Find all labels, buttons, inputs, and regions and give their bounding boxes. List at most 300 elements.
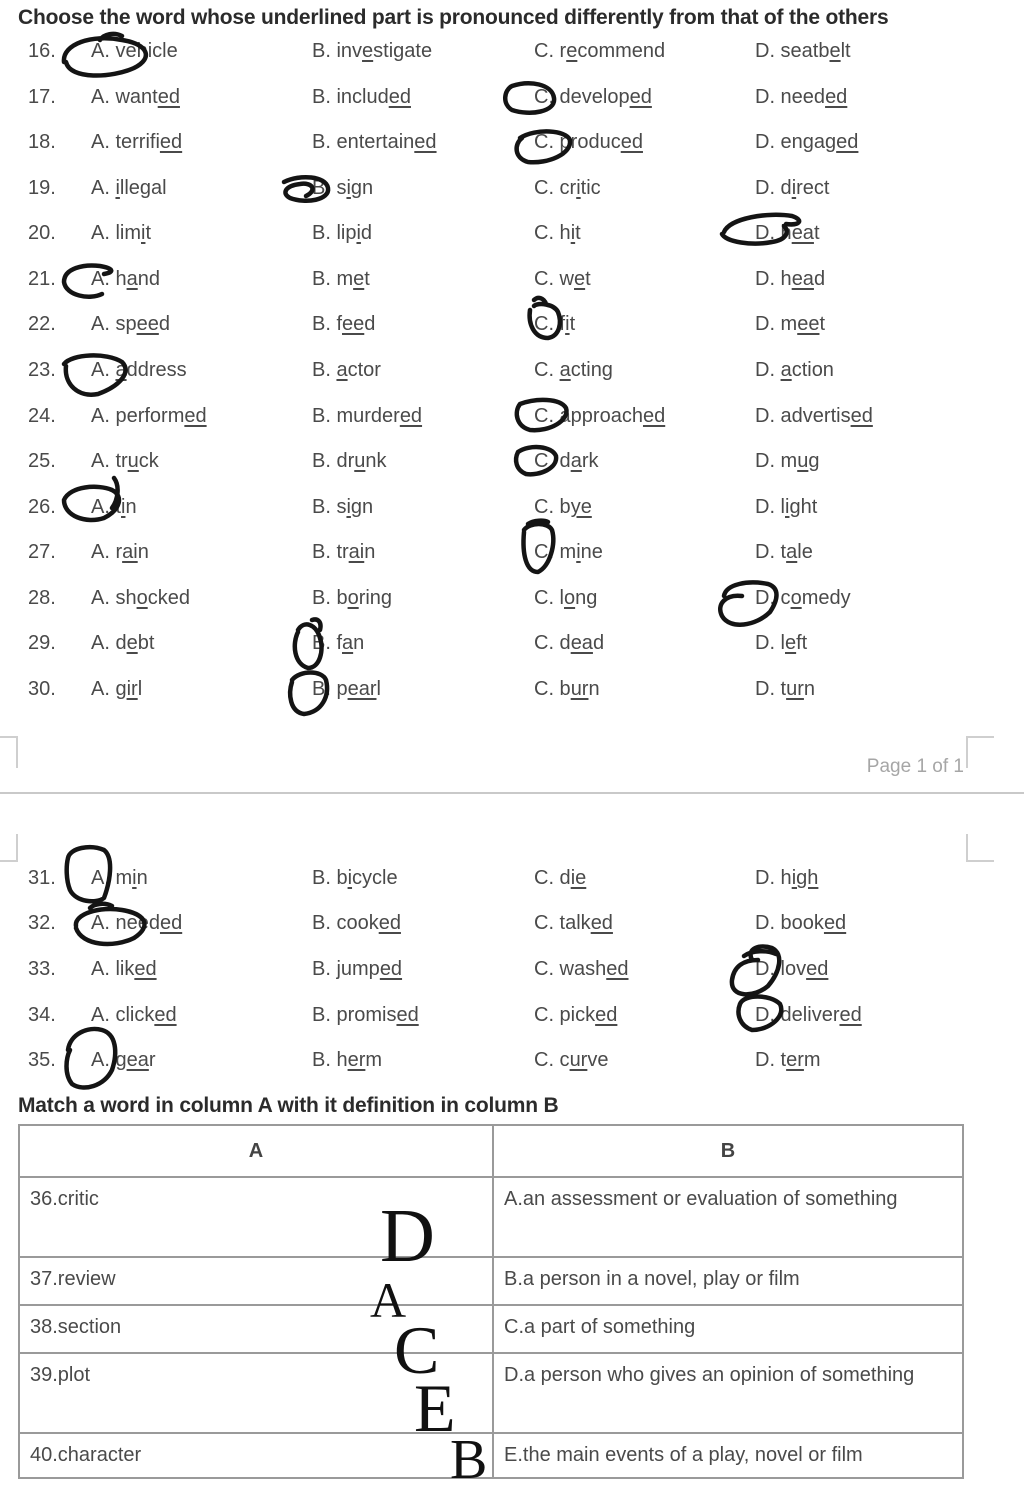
question-number: 19.: [28, 177, 56, 199]
underlined-part: ed: [850, 405, 873, 427]
question-number: 25.: [28, 450, 56, 472]
question-number: 33.: [28, 958, 56, 980]
option-a: [91, 912, 182, 935]
option-text: C. cr: [534, 177, 577, 199]
option-text: t: [569, 313, 576, 335]
option-text: ve: [587, 1049, 609, 1071]
underlined-part: i: [785, 496, 790, 518]
option-text: D. t: [755, 541, 787, 563]
underlined-part: ea: [791, 268, 814, 290]
option-a: [91, 177, 167, 200]
question-number: 34.: [28, 1004, 56, 1026]
option-text: B. murder: [312, 405, 400, 427]
option-text: A. tr: [91, 450, 128, 472]
option-d: [755, 359, 834, 382]
option-text: C. d: [534, 867, 571, 889]
underlined-part: i: [132, 867, 137, 889]
option-text: D. h: [755, 867, 792, 889]
option-b: [312, 313, 375, 336]
question-row: [0, 86, 1024, 132]
option-text: A. h: [91, 268, 127, 290]
option-text: rect: [796, 177, 830, 199]
option-text: C. talk: [534, 912, 591, 934]
option-text: ction: [791, 359, 834, 381]
option-d: [755, 131, 858, 154]
option-c: [534, 632, 604, 655]
underlined-part: er: [347, 1049, 366, 1071]
option-text: g: [808, 450, 820, 472]
column-a-word: 39.plot: [19, 1353, 493, 1433]
option-text: n: [136, 867, 148, 889]
column-a-header: A: [19, 1125, 493, 1177]
underlined-part: er: [786, 1049, 804, 1071]
option-text: ctor: [347, 359, 381, 381]
column-a-word: 36.critic: [19, 1177, 493, 1257]
underlined-part: ed: [839, 1004, 862, 1026]
option-text: B. f: [312, 632, 343, 654]
underlined-part: ee: [136, 313, 159, 335]
page-corner-mark: [966, 736, 994, 768]
option-b: [312, 1004, 419, 1027]
option-c: [534, 541, 603, 564]
option-c: [534, 86, 652, 109]
underlined-part: u: [127, 450, 139, 472]
underlined-part: ed: [154, 1004, 177, 1026]
option-text: B. dr: [312, 450, 355, 472]
option-text: nd: [137, 268, 160, 290]
underlined-part: a: [780, 359, 792, 381]
option-c: [534, 1049, 608, 1072]
option-text: n: [364, 541, 376, 563]
option-text: D. book: [755, 912, 824, 934]
option-text: B. s: [312, 177, 347, 199]
option-text: C. f: [534, 313, 566, 335]
option-a: [91, 496, 137, 519]
underlined-part: o: [564, 587, 576, 609]
question-number: 27.: [28, 541, 56, 563]
underlined-part: o: [136, 587, 148, 609]
underlined-part: i: [347, 867, 353, 889]
handwritten-answer: B: [450, 1432, 488, 1487]
underlined-part: ed: [134, 958, 157, 980]
question-row: [0, 405, 1024, 451]
option-text: stigate: [373, 40, 433, 62]
option-text: A. g: [91, 678, 127, 700]
underlined-part: a: [115, 359, 127, 381]
column-b-definition: D.a person who gives an opinion of something: [493, 1353, 963, 1433]
option-text: D. l: [755, 632, 785, 654]
underlined-part: ie: [570, 867, 587, 889]
option-a: [91, 40, 178, 63]
option-d: [755, 313, 825, 336]
underlined-part: ed: [620, 131, 643, 153]
option-text: ring: [358, 587, 393, 609]
option-b: [312, 912, 401, 935]
underlined-part: e: [353, 268, 365, 290]
option-text: ght: [789, 496, 818, 518]
option-b: [312, 86, 411, 109]
underlined-part: i: [570, 222, 576, 244]
option-text: ng: [575, 587, 598, 609]
option-c: [534, 450, 598, 473]
option-text: C. d: [534, 632, 571, 654]
option-text: cycle: [352, 867, 398, 889]
option-text: C. c: [534, 1049, 570, 1071]
underlined-part: ed: [836, 131, 859, 153]
question-row: [0, 1004, 1024, 1050]
option-text: n: [353, 632, 365, 654]
option-c: [534, 131, 643, 154]
option-b: [312, 867, 398, 890]
option-b: [312, 587, 392, 610]
option-text: gn: [350, 177, 374, 199]
option-d: [755, 587, 851, 610]
option-d: [755, 958, 828, 981]
underlined-part: ed: [157, 86, 180, 108]
option-d: [755, 867, 818, 890]
option-text: C. b: [534, 678, 571, 700]
option-a: [91, 268, 160, 291]
underlined-part: ed: [396, 1004, 419, 1026]
option-text: t: [364, 268, 370, 290]
option-text: C. h: [534, 222, 571, 244]
option-c: [534, 405, 665, 428]
underlined-part: ed: [414, 131, 437, 153]
underlined-part: ed: [642, 405, 666, 427]
option-text: C. produc: [534, 131, 621, 153]
option-text: d: [592, 632, 605, 654]
underlined-part: ir: [126, 678, 138, 700]
option-text: B. p: [312, 678, 348, 700]
question-row: [0, 268, 1024, 314]
option-text: C. pick: [534, 1004, 596, 1026]
option-text: D. t: [755, 1049, 787, 1071]
option-c: [534, 1004, 617, 1027]
question-number: 29.: [28, 632, 56, 654]
column-b-header: B: [493, 1125, 963, 1177]
option-b: [312, 1049, 382, 1072]
option-text: n: [803, 678, 816, 700]
underlined-part: ur: [786, 678, 804, 700]
underlined-part: igh: [791, 867, 819, 889]
underlined-part: a: [570, 450, 582, 472]
option-text: B. f: [312, 313, 343, 335]
handwritten-answer: D: [380, 1194, 435, 1278]
option-a: [91, 405, 207, 428]
underlined-part: u: [354, 450, 366, 472]
option-a: [91, 632, 154, 655]
underlined-part: ed: [590, 912, 613, 934]
option-d: [755, 1049, 821, 1072]
option-text: ck: [138, 450, 159, 472]
instruction-pronunciation: Choose the word whose underlined part is pronounced differently from that of the others: [18, 6, 889, 29]
option-b: [312, 541, 375, 564]
underlined-part: i: [141, 222, 146, 244]
underlined-part: ed: [595, 1004, 618, 1026]
handwritten-answer: A: [370, 1272, 407, 1328]
underlined-part: ea: [126, 1049, 149, 1071]
option-text: bt: [137, 632, 155, 654]
underlined-part: ur: [569, 1049, 588, 1071]
underlined-part: e: [362, 40, 374, 62]
underlined-part: i: [791, 177, 797, 199]
option-text: C. m: [534, 541, 577, 563]
option-text: B. b: [312, 867, 348, 889]
option-text: D. t: [755, 678, 787, 700]
underlined-part: ed: [825, 86, 848, 108]
underlined-part: a: [126, 268, 138, 290]
question-number: 22.: [28, 313, 56, 335]
option-text: B. inv: [312, 40, 363, 62]
underlined-part: e: [829, 40, 841, 62]
option-text: C. l: [534, 587, 564, 609]
option-c: [534, 359, 613, 382]
underlined-part: e: [566, 40, 578, 62]
option-b: [312, 359, 381, 382]
option-d: [755, 450, 819, 473]
option-text: D. m: [755, 313, 798, 335]
question-row: [0, 587, 1024, 633]
question-row: [0, 313, 1024, 359]
question-row: [0, 496, 1024, 542]
option-a: [91, 958, 157, 981]
option-text: A.: [91, 40, 116, 62]
option-d: [755, 912, 846, 935]
option-text: B. h: [312, 1049, 348, 1071]
question-row: [0, 912, 1024, 958]
option-text: A. sh: [91, 587, 137, 609]
option-text: C.: [534, 359, 560, 381]
option-text: t: [813, 222, 820, 244]
option-text: gn: [350, 496, 374, 518]
question-row: [0, 177, 1024, 223]
option-text: A. need: [91, 912, 160, 934]
option-text: d: [364, 313, 376, 335]
option-text: D. h: [755, 268, 792, 290]
option-c: [534, 313, 575, 336]
underlined-part: e: [574, 268, 586, 290]
option-a: [91, 678, 142, 701]
underlined-part: i: [565, 313, 570, 335]
underlined-part: ai: [122, 541, 138, 563]
underlined-part: ear: [347, 678, 377, 700]
option-text: d: [158, 313, 170, 335]
option-b: [312, 40, 432, 63]
question-number: 17.: [28, 86, 56, 108]
option-d: [755, 86, 847, 109]
question-number: 32.: [28, 912, 56, 934]
option-text: l: [376, 678, 381, 700]
option-text: C. d: [534, 450, 571, 472]
page-corner-mark: [0, 736, 18, 768]
option-text: A. lik: [91, 958, 135, 980]
underlined-part: i: [346, 496, 351, 518]
option-text: cting: [570, 359, 613, 381]
option-c: [534, 40, 665, 63]
option-text: D. seatb: [755, 40, 830, 62]
underlined-part: a: [342, 632, 354, 654]
question-number: 24.: [28, 405, 56, 427]
option-d: [755, 541, 813, 564]
underlined-part: i: [356, 222, 361, 244]
option-text: m: [365, 1049, 383, 1071]
option-text: rk: [581, 450, 599, 472]
option-a: [91, 867, 148, 890]
underlined-part: ed: [606, 958, 629, 980]
question-row: [0, 541, 1024, 587]
option-b: [312, 496, 373, 519]
option-d: [755, 268, 825, 291]
question-row: [0, 632, 1024, 678]
option-text: A.: [91, 359, 116, 381]
option-text: D. lov: [755, 958, 807, 980]
option-text: A. d: [91, 632, 127, 654]
underlined-part: ur: [570, 678, 589, 700]
option-text: D. deliver: [755, 1004, 840, 1026]
option-text: A. r: [91, 541, 123, 563]
option-text: D. engag: [755, 131, 837, 153]
question-number: 21.: [28, 268, 56, 290]
option-b: [312, 222, 372, 245]
question-number: 16.: [28, 40, 56, 62]
option-d: [755, 40, 851, 63]
instruction-matching: Match a word in column A with it definition in column B: [18, 1094, 559, 1117]
option-text: D. m: [755, 450, 798, 472]
option-b: [312, 632, 364, 655]
option-text: A. perform: [91, 405, 185, 427]
option-text: D. advertis: [755, 405, 851, 427]
question-row: [0, 1049, 1024, 1095]
underlined-part: i: [576, 541, 581, 563]
option-b: [312, 177, 373, 200]
option-text: ft: [796, 632, 808, 654]
option-text: A. m: [91, 867, 133, 889]
option-d: [755, 678, 815, 701]
column-b-definition: A.an assessment or evaluation of something: [493, 1177, 963, 1257]
question-row: [0, 222, 1024, 268]
underlined-part: ed: [184, 405, 207, 427]
option-text: d: [813, 268, 826, 290]
option-d: [755, 177, 829, 200]
option-d: [755, 632, 807, 655]
handwritten-answer: E: [414, 1370, 456, 1446]
underlined-part: ed: [388, 86, 411, 108]
option-d: [755, 1004, 862, 1027]
option-a: [91, 86, 180, 109]
question-row: [0, 450, 1024, 496]
option-text: C. wash: [534, 958, 607, 980]
option-a: [91, 359, 187, 382]
option-a: [91, 131, 182, 154]
page-corner-mark: [0, 834, 18, 862]
underlined-part: a: [559, 359, 571, 381]
underlined-part: o: [790, 587, 802, 609]
option-text: B. promis: [312, 1004, 397, 1026]
option-text: B. b: [312, 587, 348, 609]
option-text: B. m: [312, 268, 354, 290]
option-c: [534, 678, 600, 701]
underlined-part: ye: [570, 496, 592, 518]
underlined-part: ed: [378, 912, 401, 934]
option-a: [91, 450, 159, 473]
question-number: 31.: [28, 867, 56, 889]
option-text: C. w: [534, 268, 574, 290]
underlined-part: i: [576, 177, 581, 199]
option-c: [534, 268, 591, 291]
underlined-part: ea: [791, 222, 814, 244]
option-text: B. includ: [312, 86, 389, 108]
option-d: [755, 222, 820, 245]
option-c: [534, 177, 601, 200]
underlined-part: o: [347, 587, 359, 609]
option-text: t: [575, 222, 581, 244]
option-text: C. r: [534, 40, 567, 62]
underlined-part: ed: [159, 912, 183, 934]
underlined-part: a: [336, 359, 348, 381]
option-text: lt: [840, 40, 851, 62]
question-number: 28.: [28, 587, 56, 609]
option-a: [91, 587, 190, 610]
underlined-part: i: [115, 177, 120, 199]
page-separator: [0, 792, 1024, 794]
option-text: t: [585, 268, 591, 290]
option-text: D. d: [755, 177, 792, 199]
option-b: [312, 450, 387, 473]
underlined-part: e: [785, 632, 797, 654]
option-c: [534, 867, 586, 890]
option-c: [534, 958, 629, 981]
option-text: tic: [580, 177, 601, 199]
option-text: n: [137, 541, 149, 563]
option-c: [534, 496, 592, 519]
option-text: D. h: [755, 222, 792, 244]
question-number: 18.: [28, 131, 56, 153]
option-text: ddress: [126, 359, 187, 381]
option-text: C. approach: [534, 405, 643, 427]
option-text: medy: [801, 587, 851, 609]
option-text: A. click: [91, 1004, 155, 1026]
underlined-part: a: [786, 541, 798, 563]
option-text: nk: [365, 450, 387, 472]
option-text: l: [137, 678, 143, 700]
option-text: m: [803, 1049, 821, 1071]
option-text: D.: [755, 359, 781, 381]
option-text: B. entertain: [312, 131, 415, 153]
option-text: t: [145, 222, 152, 244]
option-text: vehicle: [115, 40, 178, 62]
column-a-word: 37.review: [19, 1257, 493, 1305]
option-a: [91, 222, 151, 245]
option-text: B. s: [312, 496, 347, 518]
underlined-part: ed: [806, 958, 829, 980]
underlined-part: ed: [159, 131, 183, 153]
column-b-definition: E.the main events of a play, novel or film: [493, 1433, 963, 1478]
underlined-part: ed: [823, 912, 847, 934]
option-text: B.: [312, 359, 337, 381]
option-b: [312, 678, 381, 701]
underlined-part: u: [797, 450, 809, 472]
question-row: [0, 678, 1024, 724]
column-b-definition: C.a part of something: [493, 1305, 963, 1353]
option-text: A. terrifi: [91, 131, 160, 153]
column-b-definition: B.a person in a novel, play or film: [493, 1257, 963, 1305]
option-b: [312, 405, 422, 428]
underlined-part: ed: [399, 405, 423, 427]
option-c: [534, 222, 581, 245]
underlined-part: ai: [348, 541, 365, 563]
option-text: cked: [147, 587, 190, 609]
underlined-part: ed: [629, 86, 652, 108]
